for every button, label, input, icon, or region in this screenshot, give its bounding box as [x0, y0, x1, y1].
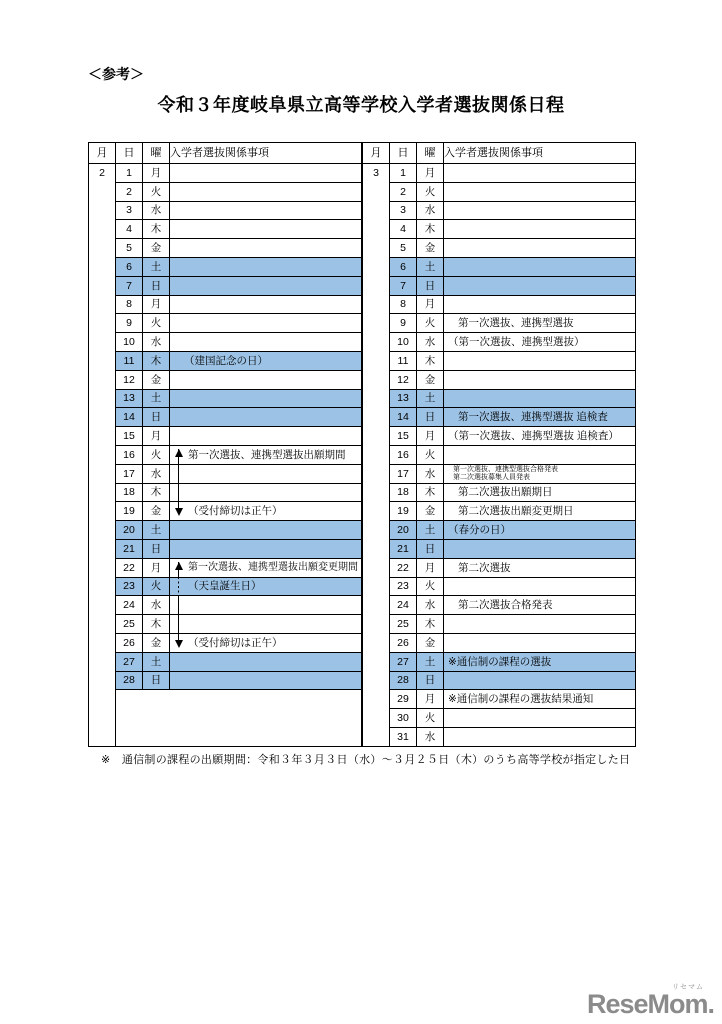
- event-cell: 第一次選抜、連携型選抜出願変更期間: [170, 558, 362, 577]
- calendar-month-3: [362, 142, 636, 747]
- day-cell: 11: [116, 351, 143, 370]
- day-cell: 31: [390, 727, 417, 746]
- event-cell: [170, 539, 362, 558]
- table-row: [89, 257, 362, 276]
- event-cell: [444, 239, 636, 258]
- weekday-cell: 金: [417, 370, 444, 389]
- table-row: [89, 351, 362, 370]
- day-cell: 10: [116, 333, 143, 352]
- weekday-cell: 火: [143, 182, 170, 201]
- weekday-cell: 月: [417, 164, 444, 183]
- weekday-cell: 火: [143, 314, 170, 333]
- event-cell: [444, 182, 636, 201]
- day-cell: 1: [390, 164, 417, 183]
- column-header: 月: [89, 143, 116, 164]
- day-cell: 4: [390, 220, 417, 239]
- event-cell: [170, 652, 362, 671]
- column-header: 日: [390, 143, 417, 164]
- day-cell: 22: [390, 558, 417, 577]
- event-cell: 第一次選抜、連携型選抜合格発表 第二次選抜募集人員発表: [444, 464, 636, 483]
- weekday-cell: 金: [417, 502, 444, 521]
- weekday-cell: 金: [417, 633, 444, 652]
- weekday-cell: 木: [143, 615, 170, 634]
- day-cell: 21: [390, 539, 417, 558]
- weekday-cell: 土: [143, 652, 170, 671]
- event-cell: [170, 276, 362, 295]
- reference-label: ＜参考＞: [88, 66, 144, 82]
- table-row: [363, 370, 636, 389]
- weekday-cell: 日: [417, 539, 444, 558]
- table-row: [89, 464, 362, 483]
- event-cell: ※通信制の課程の選抜: [444, 652, 636, 671]
- day-cell: 3: [390, 201, 417, 220]
- weekday-cell: 月: [143, 427, 170, 446]
- weekday-cell: 木: [143, 220, 170, 239]
- weekday-cell: 日: [417, 671, 444, 690]
- table-row: [363, 164, 636, 183]
- day-cell: 6: [390, 257, 417, 276]
- day-cell: 27: [116, 652, 143, 671]
- weekday-cell: 木: [417, 615, 444, 634]
- event-cell: [170, 521, 362, 540]
- event-cell: [170, 483, 362, 502]
- day-cell: 17: [116, 464, 143, 483]
- table-row: [363, 445, 636, 464]
- event-cell: [444, 276, 636, 295]
- day-cell: 20: [116, 521, 143, 540]
- day-cell: 28: [390, 671, 417, 690]
- table-row: [363, 633, 636, 652]
- table-row: [89, 182, 362, 201]
- event-cell: [444, 351, 636, 370]
- table-row: [89, 445, 362, 464]
- day-cell: 14: [116, 408, 143, 427]
- table-row: [363, 182, 636, 201]
- weekday-cell: 日: [417, 408, 444, 427]
- calendar-month-2: [88, 142, 362, 747]
- day-cell: 7: [116, 276, 143, 295]
- weekday-cell: 土: [417, 389, 444, 408]
- weekday-cell: 土: [143, 389, 170, 408]
- event-cell: 第二次選抜出願変更期日: [444, 502, 636, 521]
- event-cell: （受付締切は正午）: [170, 633, 362, 652]
- day-cell: 24: [390, 596, 417, 615]
- event-cell: [170, 220, 362, 239]
- calendar-table: [88, 142, 362, 747]
- day-cell: 7: [390, 276, 417, 295]
- table-row: [89, 652, 362, 671]
- table-row: [363, 483, 636, 502]
- table-row: [363, 389, 636, 408]
- event-cell: [170, 314, 362, 333]
- table-row: [89, 577, 362, 596]
- weekday-cell: 火: [417, 182, 444, 201]
- table-row: [363, 201, 636, 220]
- weekday-cell: 日: [143, 671, 170, 690]
- event-cell: （第一次選抜、連携型選抜）: [444, 333, 636, 352]
- event-cell: [170, 370, 362, 389]
- weekday-cell: 金: [417, 239, 444, 258]
- day-cell: 19: [116, 502, 143, 521]
- event-cell: 第二次選抜出願期日: [444, 483, 636, 502]
- table-row: [89, 483, 362, 502]
- day-cell: 11: [390, 351, 417, 370]
- column-header: 日: [116, 143, 143, 164]
- table-row: [363, 727, 636, 746]
- weekday-cell: 月: [417, 690, 444, 709]
- event-cell: [444, 577, 636, 596]
- table-row: [89, 671, 362, 690]
- table-row: [363, 521, 636, 540]
- day-cell: 9: [116, 314, 143, 333]
- weekday-cell: 木: [143, 351, 170, 370]
- day-cell: 12: [390, 370, 417, 389]
- weekday-cell: 水: [143, 464, 170, 483]
- event-cell: （春分の日）: [444, 521, 636, 540]
- weekday-cell: 木: [417, 483, 444, 502]
- event-cell: [170, 164, 362, 183]
- event-cell: 第二次選抜: [444, 558, 636, 577]
- day-cell: 13: [116, 389, 143, 408]
- day-cell: 17: [390, 464, 417, 483]
- table-row: [363, 464, 636, 483]
- table-row: [363, 295, 636, 314]
- event-cell: [444, 295, 636, 314]
- calendar-tables: [88, 142, 636, 747]
- weekday-cell: 土: [417, 652, 444, 671]
- event-cell: [444, 201, 636, 220]
- day-cell: 23: [116, 577, 143, 596]
- column-header: 入学者選抜関係事項: [444, 143, 636, 164]
- table-row: [89, 164, 362, 183]
- table-row: [89, 408, 362, 427]
- event-cell: [170, 408, 362, 427]
- day-cell: 26: [116, 633, 143, 652]
- footnote: ※ 通信制の課程の出願期間：令和３年３月３日（水）～３月２５日（木）のうち高等学校が指定した日: [101, 754, 631, 766]
- event-cell: 第一次選抜、連携型選抜出願期間: [170, 445, 362, 464]
- event-cell: [170, 239, 362, 258]
- day-cell: 30: [390, 709, 417, 728]
- day-cell: 20: [390, 521, 417, 540]
- day-cell: 26: [390, 633, 417, 652]
- table-row: [363, 257, 636, 276]
- weekday-cell: 月: [417, 295, 444, 314]
- event-cell: [170, 333, 362, 352]
- event-cell: [170, 201, 362, 220]
- weekday-cell: 日: [417, 276, 444, 295]
- table-row: [89, 596, 362, 615]
- event-cell: [170, 464, 362, 483]
- event-cell: [444, 709, 636, 728]
- table-row: [363, 502, 636, 521]
- day-cell: 8: [116, 295, 143, 314]
- table-row: [363, 239, 636, 258]
- table-row: [89, 333, 362, 352]
- resemom-logo: [587, 982, 714, 1020]
- header-row: [89, 143, 362, 164]
- weekday-cell: 金: [143, 239, 170, 258]
- event-cell: [170, 615, 362, 634]
- day-cell: 16: [116, 445, 143, 464]
- weekday-cell: 水: [417, 727, 444, 746]
- weekday-cell: 月: [417, 427, 444, 446]
- weekday-cell: 水: [143, 201, 170, 220]
- table-row: [363, 314, 636, 333]
- filler-row: [89, 690, 362, 746]
- table-row: [89, 370, 362, 389]
- day-cell: 29: [390, 690, 417, 709]
- weekday-cell: 日: [143, 539, 170, 558]
- day-cell: 6: [116, 257, 143, 276]
- day-cell: 1: [116, 164, 143, 183]
- table-row: [363, 615, 636, 634]
- table-row: [363, 577, 636, 596]
- logo-wordmark: ReseMom.: [586, 989, 714, 1019]
- event-cell: [444, 445, 636, 464]
- event-cell: [444, 257, 636, 276]
- event-cell: [444, 370, 636, 389]
- event-cell: （第一次選抜、連携型選抜 追検査）: [444, 427, 636, 446]
- table-row: [363, 671, 636, 690]
- weekday-cell: 火: [417, 577, 444, 596]
- day-cell: 15: [390, 427, 417, 446]
- column-header: 曜: [417, 143, 444, 164]
- event-cell: [444, 164, 636, 183]
- weekday-cell: 月: [143, 164, 170, 183]
- weekday-cell: 木: [143, 483, 170, 502]
- event-cell: [170, 596, 362, 615]
- day-cell: 2: [116, 182, 143, 201]
- weekday-cell: 水: [417, 333, 444, 352]
- day-cell: 9: [390, 314, 417, 333]
- weekday-cell: 火: [417, 314, 444, 333]
- weekday-cell: 金: [143, 370, 170, 389]
- event-cell: 第一次選抜、連携型選抜 追検査: [444, 408, 636, 427]
- weekday-cell: 土: [143, 521, 170, 540]
- logo-ruby-text: リセマム: [672, 984, 704, 991]
- header-row: [363, 143, 636, 164]
- table-row: [363, 558, 636, 577]
- table-row: [89, 201, 362, 220]
- column-header: 月: [363, 143, 390, 164]
- table-row: [363, 220, 636, 239]
- event-cell: 第二次選抜合格発表: [444, 596, 636, 615]
- event-cell: （受付締切は正午）: [170, 502, 362, 521]
- day-cell: 10: [390, 333, 417, 352]
- event-cell: [444, 727, 636, 746]
- event-cell: [444, 220, 636, 239]
- table-row: [89, 558, 362, 577]
- day-cell: 18: [116, 483, 143, 502]
- event-cell: （建国記念の日）: [170, 351, 362, 370]
- weekday-cell: 月: [417, 558, 444, 577]
- weekday-cell: 金: [143, 633, 170, 652]
- weekday-cell: 日: [143, 408, 170, 427]
- page-title: 令和３年度岐阜県立高等学校入学者選抜関係日程: [157, 95, 565, 115]
- event-cell: 第一次選抜、連携型選抜: [444, 314, 636, 333]
- event-cell: [170, 427, 362, 446]
- table-row: [89, 295, 362, 314]
- weekday-cell: 水: [143, 333, 170, 352]
- day-cell: 25: [390, 615, 417, 634]
- weekday-cell: 木: [417, 351, 444, 370]
- weekday-cell: 水: [417, 201, 444, 220]
- day-cell: 4: [116, 220, 143, 239]
- day-cell: 28: [116, 671, 143, 690]
- calendar-table: [362, 142, 636, 747]
- table-row: [363, 351, 636, 370]
- weekday-cell: 火: [143, 445, 170, 464]
- column-header: 曜: [143, 143, 170, 164]
- event-cell: [170, 257, 362, 276]
- weekday-cell: 月: [143, 295, 170, 314]
- day-cell: 27: [390, 652, 417, 671]
- table-row: [363, 539, 636, 558]
- table-row: [363, 709, 636, 728]
- table-row: [89, 276, 362, 295]
- event-cell: ※通信制の課程の選抜結果通知: [444, 690, 636, 709]
- day-cell: 5: [116, 239, 143, 258]
- table-row: [363, 276, 636, 295]
- weekday-cell: 日: [143, 276, 170, 295]
- table-row: [89, 427, 362, 446]
- event-cell: [444, 633, 636, 652]
- event-cell: [444, 671, 636, 690]
- day-cell: 15: [116, 427, 143, 446]
- column-header: 入学者選抜関係事項: [170, 143, 362, 164]
- table-row: [89, 502, 362, 521]
- weekday-cell: 火: [417, 709, 444, 728]
- table-row: [89, 633, 362, 652]
- weekday-cell: 金: [143, 502, 170, 521]
- event-cell: [444, 539, 636, 558]
- table-row: [363, 408, 636, 427]
- weekday-cell: 木: [417, 220, 444, 239]
- day-cell: 8: [390, 295, 417, 314]
- table-row: [89, 521, 362, 540]
- event-cell: [444, 389, 636, 408]
- table-row: [363, 690, 636, 709]
- day-cell: 12: [116, 370, 143, 389]
- table-row: [89, 314, 362, 333]
- weekday-cell: 土: [417, 257, 444, 276]
- weekday-cell: 火: [417, 445, 444, 464]
- day-cell: 16: [390, 445, 417, 464]
- table-row: [89, 539, 362, 558]
- day-cell: 19: [390, 502, 417, 521]
- table-row: [89, 220, 362, 239]
- weekday-cell: 土: [143, 257, 170, 276]
- day-cell: 21: [116, 539, 143, 558]
- weekday-cell: 土: [417, 521, 444, 540]
- weekday-cell: 火: [143, 577, 170, 596]
- table-row: [363, 427, 636, 446]
- day-cell: 25: [116, 615, 143, 634]
- weekday-cell: 水: [417, 596, 444, 615]
- table-row: [89, 615, 362, 634]
- day-cell: 13: [390, 389, 417, 408]
- day-cell: 3: [116, 201, 143, 220]
- day-cell: 24: [116, 596, 143, 615]
- event-cell: [170, 671, 362, 690]
- event-cell: [170, 182, 362, 201]
- day-cell: 14: [390, 408, 417, 427]
- day-cell: 22: [116, 558, 143, 577]
- weekday-cell: 水: [143, 596, 170, 615]
- month-cell: 3: [363, 164, 390, 747]
- table-row: [363, 333, 636, 352]
- event-cell: [170, 389, 362, 408]
- event-cell: （天皇誕生日）: [170, 577, 362, 596]
- table-row: [89, 389, 362, 408]
- table-row: [363, 652, 636, 671]
- event-cell: [170, 295, 362, 314]
- table-row: [363, 596, 636, 615]
- weekday-cell: 月: [143, 558, 170, 577]
- day-cell: 2: [390, 182, 417, 201]
- event-cell: [444, 615, 636, 634]
- month-cell: 2: [89, 164, 116, 747]
- day-cell: 5: [390, 239, 417, 258]
- table-row: [89, 239, 362, 258]
- day-cell: 23: [390, 577, 417, 596]
- weekday-cell: 水: [417, 464, 444, 483]
- day-cell: 18: [390, 483, 417, 502]
